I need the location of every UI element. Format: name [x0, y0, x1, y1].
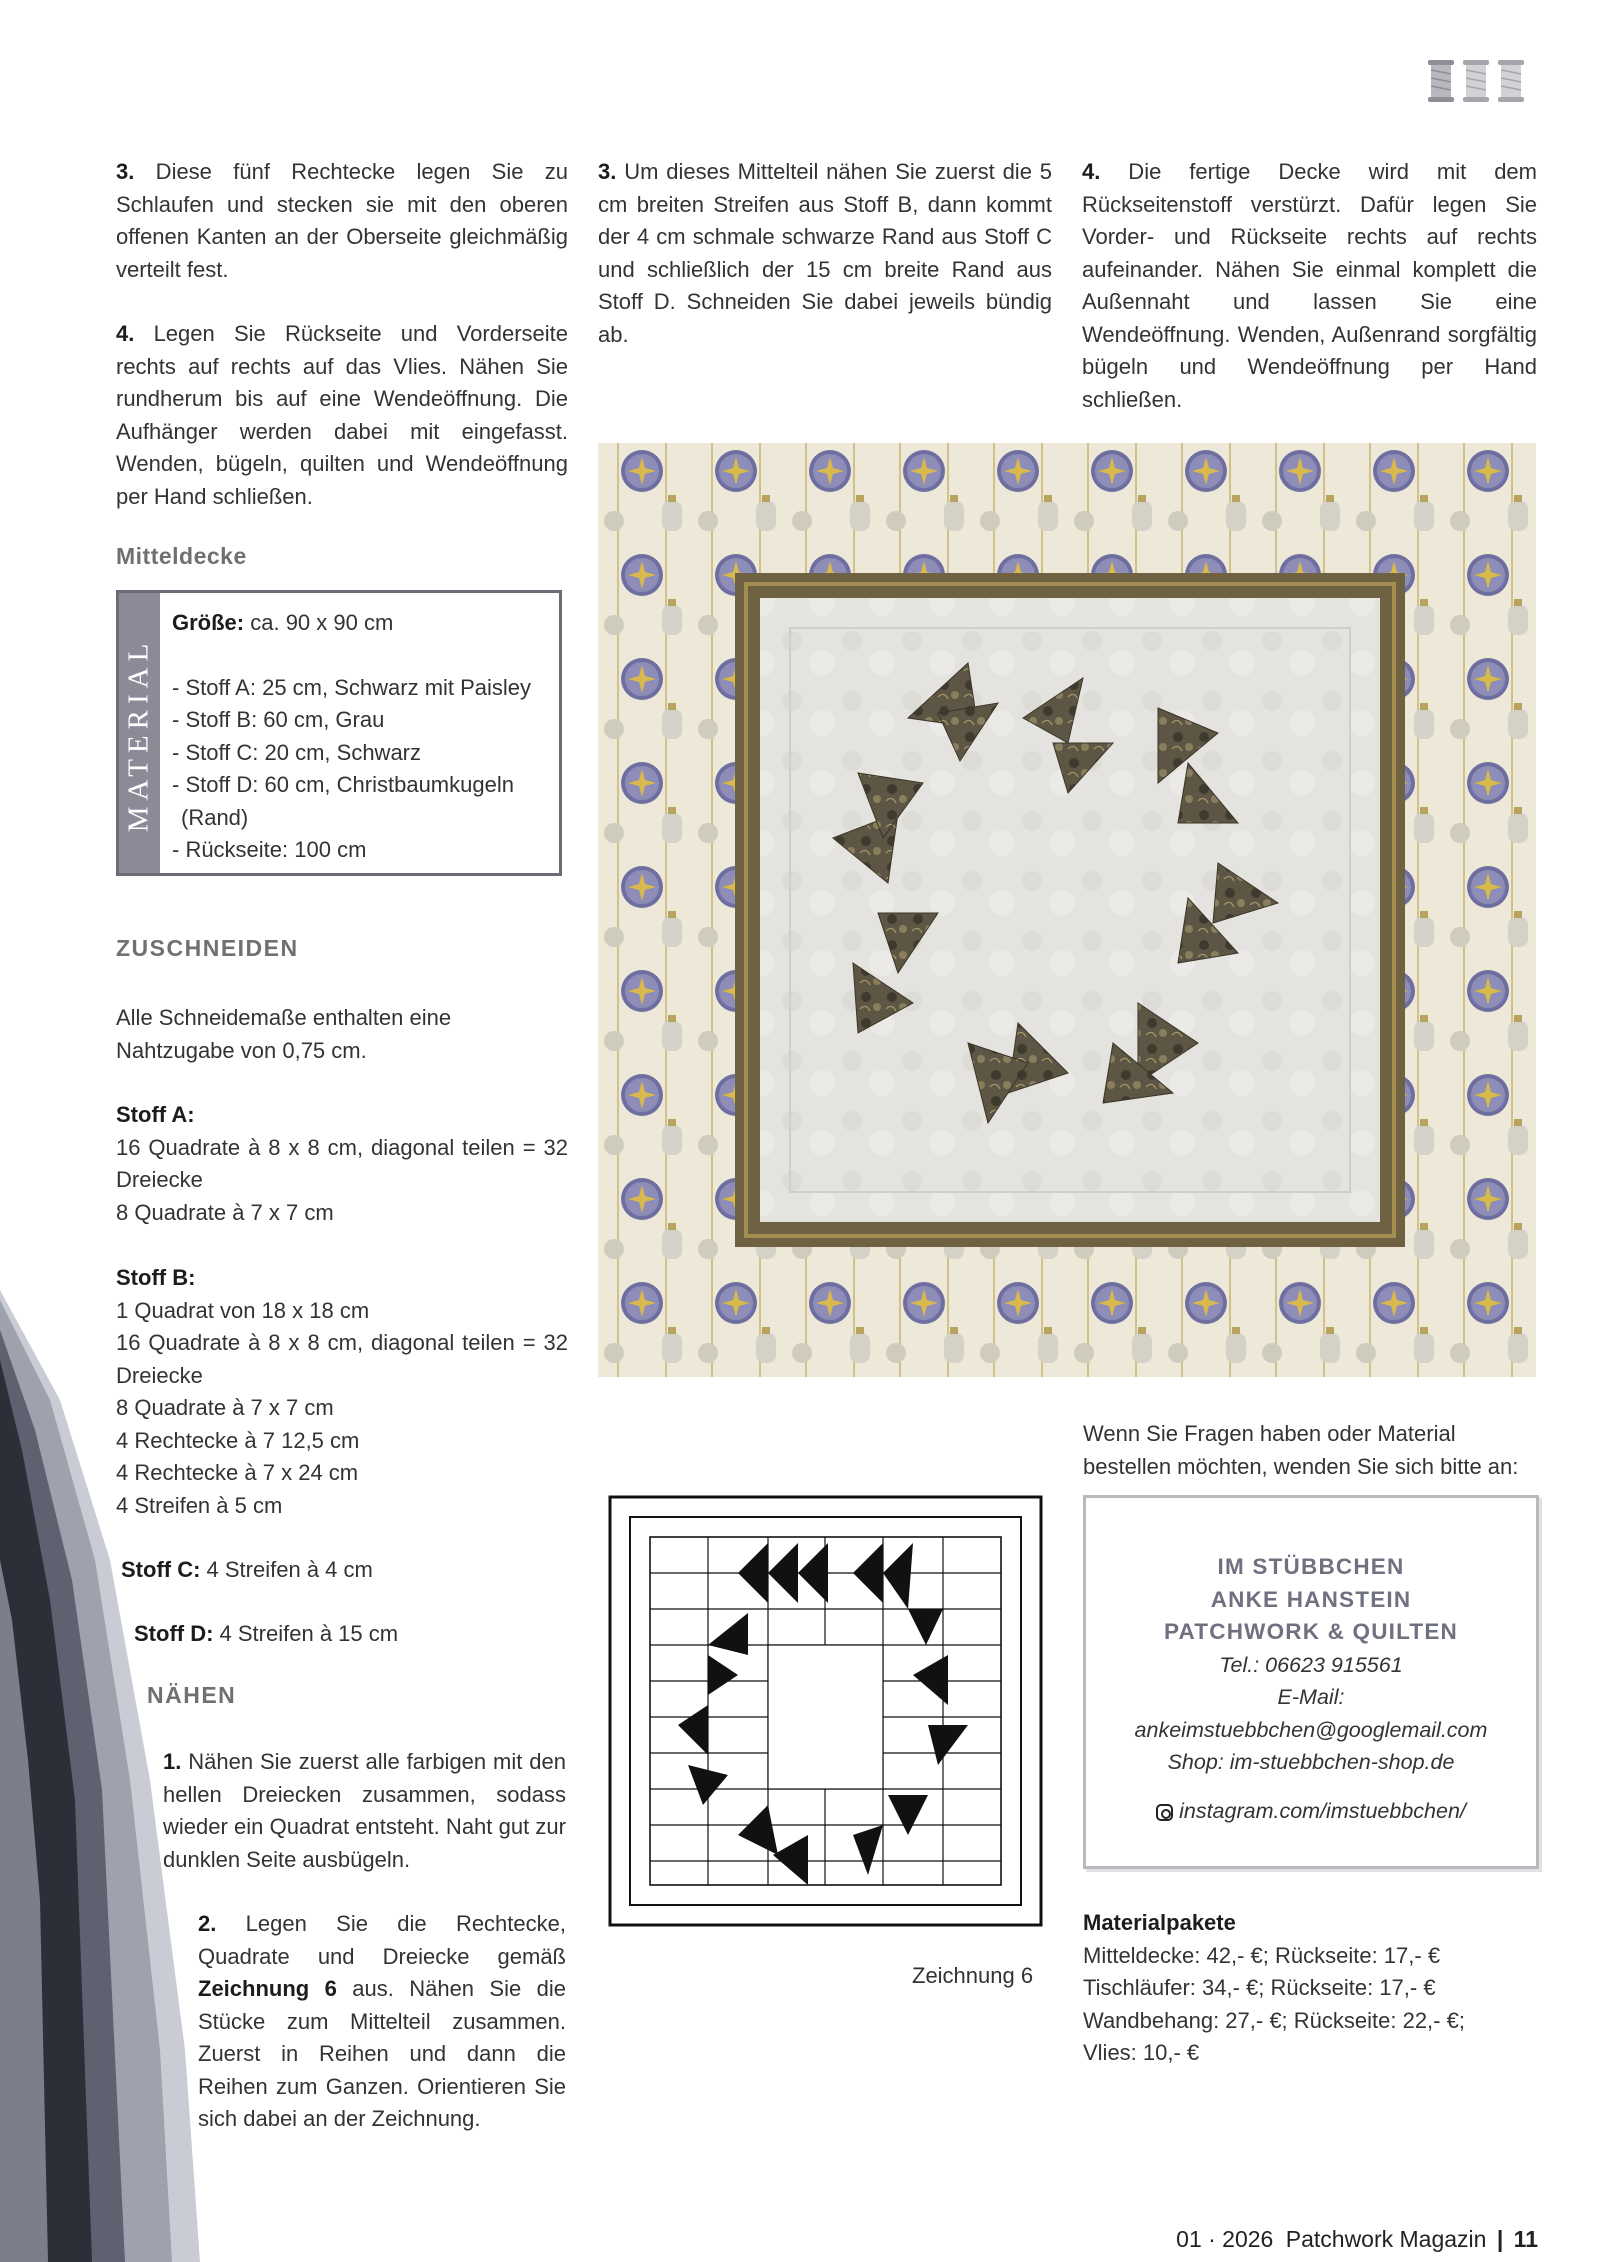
step-number: 3. [116, 159, 135, 184]
stoff-b-line: 1 Quadrat von 18 x 18 cm [116, 1297, 370, 1323]
stoff-a-line: 16 Quadrate à 8 x 8 cm, diagonal teilen = 32 Dreiecke [116, 1134, 568, 1192]
contact-name: IM STÜBBCHEN [1217, 1554, 1405, 1579]
stoff-b-line: 4 Streifen à 5 cm [116, 1492, 283, 1518]
material-item: - Stoff D: 60 cm, Christbaumkugeln (Rand) [172, 772, 514, 830]
right-step4 [1082, 156, 1537, 416]
stoff-b-title: Stoff B: [116, 1265, 196, 1290]
step-number: 4. [1082, 159, 1101, 184]
drawing-reference: Zeichnung 6 [198, 1976, 337, 2001]
drawing-6 [608, 1495, 1043, 1927]
materialpakete-block [1083, 1907, 1538, 2070]
page-number: 11 [1513, 2226, 1538, 2252]
materialpakete-title: Materialpakete [1083, 1910, 1236, 1935]
contact-instagram[interactable] [1086, 1795, 1536, 1828]
step-number: 4. [116, 321, 135, 346]
material-item: - Stoff C: 20 cm, Schwarz [172, 739, 422, 765]
material-item: - Stoff A: 25 cm, Schwarz mit Paisley [172, 674, 532, 700]
contact-name: PATCHWORK & QUILTEN [1163, 1619, 1459, 1644]
contact-shop[interactable]: Shop: im-stuebbchen-shop.de [1167, 1750, 1455, 1774]
zuschneiden-intro [116, 1002, 568, 1067]
material-side-bar [119, 593, 160, 873]
zuschneiden-heading: ZUSCHNEIDEN [116, 935, 299, 961]
zuschneiden-intro-text: Alle Schneidemaße enthalten eine Nahtzugabe von 0,75 cm. [116, 1005, 452, 1063]
stoff-a-block [116, 1099, 568, 1229]
naehen-heading: NÄHEN [147, 1682, 237, 1708]
step-text: Um dieses Mittelteil nähen Sie zuerst die 5 cm breiten Streifen aus Stoff B, dann kommt der 4 cm schmale schwarze Rand aus Stoff C und schließlich der 15 cm breite Rand aus Stoff D. Schneiden Sie dabei jeweils bündig ab. [598, 159, 1052, 347]
step-text: Diese fünf Rechtecke legen Sie zu Schlaufen und stecken sie mit den oberen offenen Kanten an der Oberseite gleichmäßig verteilt fest. [116, 159, 568, 282]
material-item: - Stoff B: 60 cm, Grau [172, 707, 385, 732]
size-value: ca. 90 x 90 cm [244, 610, 394, 635]
contact-tel: Tel.: 06623 915561 [1219, 1652, 1403, 1677]
instagram-icon [1156, 1804, 1173, 1821]
page-footer [1176, 2226, 1538, 2253]
thread-spools-icon [1422, 56, 1532, 108]
drawing-caption: Zeichnung 6 [912, 1963, 1034, 1988]
contact-email[interactable]: ankeimstuebbchen@googlemail.com [1134, 1717, 1488, 1742]
magazine-name: Patchwork Magazin [1285, 2226, 1487, 2252]
step-text: aus. Nähen Sie die Stücke zum Mittelteil zusammen. Zuerst in Reihen und dann die Reihen zum Ganzen. Orientieren Sie sich dabei an der Zeichnung. [198, 1976, 566, 2131]
mitteldecke-heading: Mitteldecke [116, 543, 247, 569]
materialpakete-line: Wandbehang: 27,- €; Rückseite: 22,- €; [1083, 2007, 1465, 2033]
step-text: Legen Sie die Rechtecke, Quadrate und Dreiecke gemäß [198, 1911, 566, 1969]
step-text: Nähen Sie zuerst alle farbigen mit den hellen Dreiecken zusammen, sodass wieder ein Quadrat entsteht. Naht gut zur dunklen Seite ausbügeln. [163, 1749, 566, 1872]
stoff-a-line: 8 Quadrate à 7 x 7 cm [116, 1199, 334, 1225]
stoff-b-line: 8 Quadrate à 7 x 7 cm [116, 1395, 334, 1420]
stoff-a-title: Stoff A: [116, 1102, 195, 1127]
step-number: 3. [598, 159, 617, 184]
material-list [172, 607, 552, 867]
stoff-c-title: Stoff C: [121, 1557, 201, 1582]
stoff-b-line: 16 Quadrate à 8 x 8 cm, diagonal teilen = 32 Dreiecke [116, 1330, 568, 1388]
footer-separator: | [1496, 2226, 1504, 2252]
material-side-label: MATERIAL [122, 637, 155, 833]
naehen-step1 [163, 1746, 566, 1876]
stoff-b-line: 4 Rechtecke à 7 x 24 cm [116, 1460, 359, 1485]
left-step4 [116, 318, 568, 513]
contact-name: ANKE HANSTEIN [1210, 1586, 1412, 1612]
contact-box [1083, 1495, 1539, 1869]
stoff-c-value: 4 Streifen à 4 cm [200, 1557, 373, 1582]
step-number: 1. [163, 1749, 182, 1774]
left-step3 [116, 156, 568, 286]
middle-step3 [598, 156, 1052, 351]
step-number: 2. [198, 1911, 217, 1936]
issue-number: 01 · 2026 [1176, 2226, 1274, 2252]
size-label: Größe: [172, 610, 245, 635]
contact-email-label: E-Mail: [1277, 1685, 1345, 1709]
stoff-b-block [116, 1262, 568, 1522]
step-text: Legen Sie Rückseite und Vorderseite rechts auf rechts auf das Vlies. Nähen Sie rundherum bis auf eine Wendeöffnung. Die Aufhänger werden dabei mit eingefasst. Wenden, bügeln, quilten und Wendeöffnung per Hand schließen. [116, 321, 568, 509]
materialpakete-line: Vlies: 10,- € [1083, 2040, 1200, 2065]
naehen-step2 [198, 1908, 566, 2136]
quilt-photo [598, 443, 1536, 1377]
materialpakete-line: Tischläufer: 34,- €; Rückseite: 17,- € [1083, 1975, 1436, 2000]
stoff-d-value: 4 Streifen à 15 cm [213, 1621, 399, 1646]
material-box [116, 590, 562, 876]
materialpakete-line: Mitteldecke: 42,- €; Rückseite: 17,- € [1083, 1942, 1441, 1968]
contact-intro [1083, 1418, 1538, 1483]
stoff-c-block [121, 1554, 561, 1587]
stoff-d-block [134, 1618, 564, 1651]
stoff-b-line: 4 Rechtecke à 7 12,5 cm [116, 1427, 360, 1453]
step-text: Die fertige Decke wird mit dem Rückseitenstoff verstürzt. Dafür legen Sie Vorder- und Rückseite rechts auf rechts aufeinander. Nähen Sie einmal komplett die Außennaht und lassen Sie eine Wendeöffnung. Wenden, Außenrand sorgfältig bügeln und Wendeöffnung per Hand schließen. [1082, 159, 1537, 412]
instagram-handle: instagram.com/imstuebbchen/ [1179, 1798, 1466, 1823]
stoff-d-title: Stoff D: [134, 1621, 214, 1646]
material-item: - Rückseite: 100 cm [172, 837, 367, 862]
contact-intro-text: Wenn Sie Fragen haben oder Material bestellen möchten, wenden Sie sich bitte an: [1083, 1421, 1519, 1479]
